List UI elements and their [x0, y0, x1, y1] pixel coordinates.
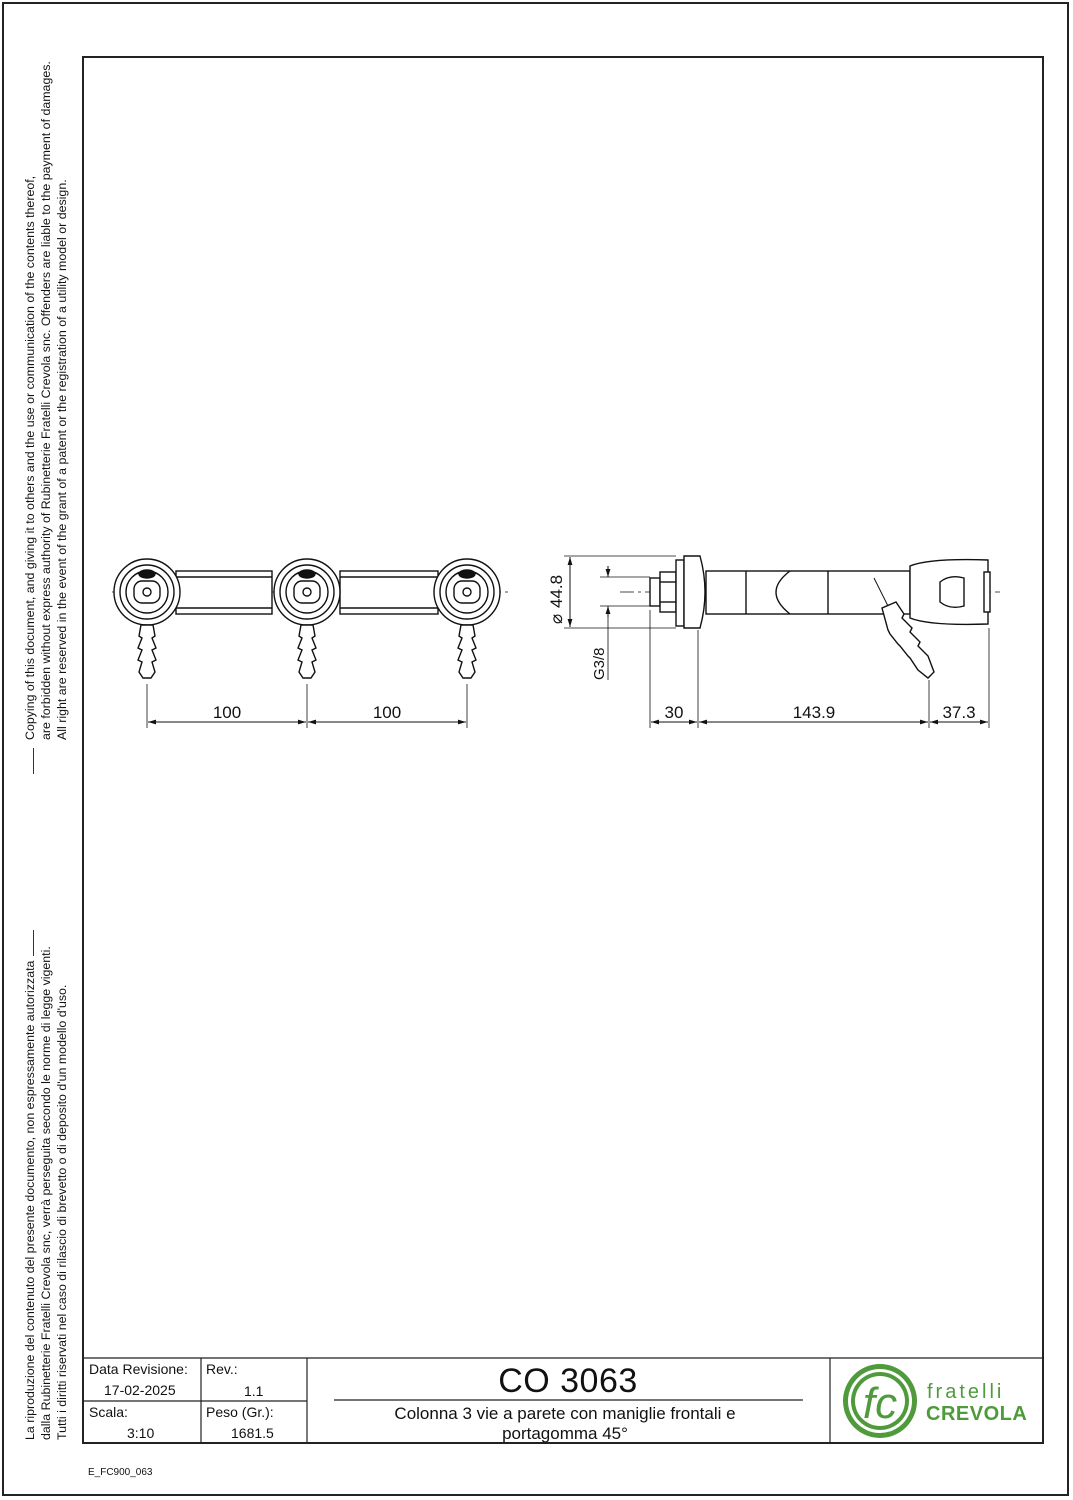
scale-label: Scala: [89, 1404, 128, 1420]
product-description-line-1: Colonna 3 vie a parete con maniglie frontali e [394, 1404, 736, 1423]
legal-notice-en-line-2: are forbidden without express authority of Rubinetterie Fratelli Crevola snc. Offenders are liable to the payment of damages. [39, 61, 53, 740]
dim-front-left: 100 [212, 703, 242, 722]
dim-diameter: 44.8 [547, 574, 566, 608]
weight-label: Peso (Gr.): [206, 1404, 274, 1420]
front-view [112, 559, 508, 728]
dim-handle-length: 37.3 [942, 703, 976, 722]
weight-value: 1681.5 [231, 1425, 274, 1441]
valve-center [274, 559, 340, 678]
legal-notice-it-line-1: La riproduzione del contenuto del presente documento, non espressamente autorizzata [23, 960, 37, 1440]
legal-notice-en-line-3: All right are reserved in the event of the grant of a patent or the registration of a utility model or design. [55, 179, 69, 740]
brand-logo [843, 1364, 1027, 1438]
revision-date-label: Data Revisione: [89, 1361, 188, 1377]
product-description-line-2: portagomma 45° [502, 1424, 628, 1443]
scale-value: 3:10 [127, 1425, 155, 1441]
brand-name-line-2: CREVOLA [926, 1403, 1028, 1425]
valve-right [434, 559, 500, 678]
revision-label: Rev.: [206, 1361, 238, 1377]
legal-notice-en-line-1: Copying of this document, and giving it to others and the use or communication of the contents thereof, [23, 175, 37, 740]
product-description [330, 1404, 800, 1444]
dim-thread: G3/8 [591, 647, 608, 680]
legal-notice-it-line-2: dalla Rubinetterie Fratelli Crevola snc, verrà perseguita secondo le norme di legge vigenti. [39, 946, 53, 1440]
product-code: CO 3063 [498, 1362, 638, 1400]
dim-wall: 30 [664, 703, 684, 722]
logo-mark: fc [862, 1379, 898, 1428]
legal-notice-it-line-3: Tutti i diritti riservati nel caso di rilascio di brevetto o di deposito d'un modello d'uso. [55, 984, 69, 1440]
drawing-code: E_FC900_063 [88, 1467, 153, 1478]
side-view [564, 556, 1000, 728]
dim-body-length: 143.9 [792, 703, 836, 722]
dim-diameter-symbol: ⌀ [547, 613, 566, 624]
brand-name-line-1: fratelli [927, 1381, 1005, 1403]
valve-left [114, 559, 180, 678]
revision-value: 1.1 [244, 1383, 264, 1399]
dim-front-right: 100 [372, 703, 402, 722]
revision-date-value: 17-02-2025 [104, 1382, 176, 1398]
